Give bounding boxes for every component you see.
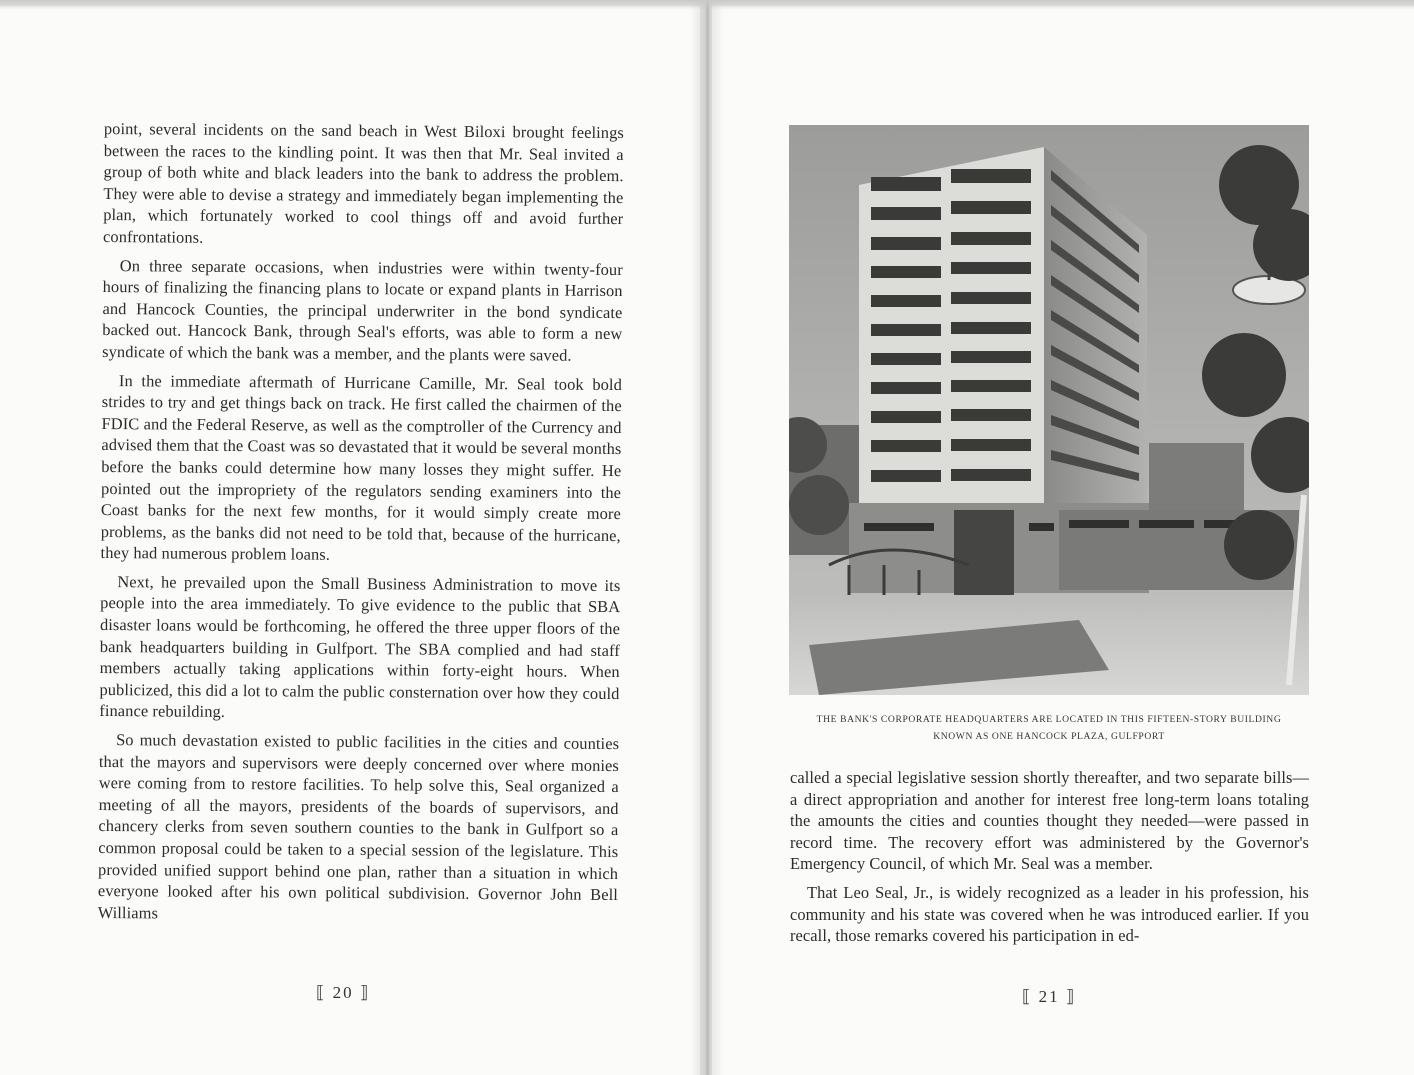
scan-edge [0, 0, 1414, 10]
paragraph: That Leo Seal, Jr., is widely recognized as a leader in his profession, his community and his state was covered when he was introduced earlier. If you recall, those remarks covered his participation in ed- [790, 882, 1309, 946]
caption-line: KNOWN AS ONE HANCOCK PLAZA, GULFPORT [933, 731, 1165, 742]
building-photo-icon [789, 125, 1309, 695]
left-body-text [98, 118, 624, 934]
paragraph: called a special legislative session shortly thereafter, and two separate bills—a direct appropriation and another for interest free long-term loans totaling the amounts the cities and counties thought they needed—were passed in record time. The recovery effort was administered by the Governor's Emergency Council, of which Mr. Seal was a member. [790, 768, 1309, 874]
caption-line: THE BANK'S CORPORATE HEADQUARTERS ARE LOCATED IN THIS FIFTEEN-STORY BUILDING [816, 714, 1282, 725]
book-gutter [690, 0, 724, 1075]
paragraph: So much devastation existed to public facilities in the cities and counties that the mayors and supervisors were deeply concerned over where monies were coming from to restore facilities. To help solve this, Seal organized a meeting of all the mayors, presidents of the boards of supervisors, and chancery clerks from seven southern counties to the bank in Gulfport so a common proposal could be taken to a special session of the legislature. This provided unified support behind one plan, rather than a situation in which everyone looked after his own political subdivision. Governor John Bell Williams [97, 730, 620, 923]
paragraph: point, several incidents on the sand beach in West Biloxi brought feelings between the races to the kindling point. It was then that Mr. Seal invited a group of both white and black leaders into the bank to address the problem. They were able to devise a strategy and immediately began implementing the plan, which fortunately worked to cool things off and avoid further confrontations. [102, 118, 624, 247]
page-number-right: ⟦ 21 ⟧ [1022, 987, 1077, 1006]
paragraph: In the immediate aftermath of Hurricane Camille, Mr. Seal took bold strides to try and get things back on track. He first called the chairmen of the FDIC and the Federal Reserve, as well as the comptroller of the Currency and advised them that the Coast was so devastated that it would be several months before the banks could determine how many losses they might suffer. He pointed out the impropriety of the regulators sending examiners into the Coast banks for the next few months, for it would simply create more problems, as the banks did not need to be told that, because of the hurricane, they had numerous problem loans. [100, 370, 623, 565]
photo-caption [788, 711, 1310, 745]
right-body-text [790, 767, 1309, 954]
paragraph: Next, he prevailed upon the Small Business Administration to move its people into the area immediately. To give evidence to the public that SBA disaster loans would be forthcoming, he offered the three upper floors of the bank headquarters building in Gulfport. The SBA complied and had staff members actually taking applications within forty-eight hours. When publicized, this did a lot to calm the public consternation over how they could finance rebuilding. [99, 571, 621, 722]
page-number-left: ⟦ 20 ⟧ [316, 983, 371, 1002]
paragraph: On three separate occasions, when industries were within twenty-four hours of finalizing the financing plans to locate or expand plants in Harrison and Hancock Counties, the principal underwriter in the bond syndicate backed out. Hancock Bank, through Seal's efforts, was able to form a new syndicate of which the bank was a member, and the plants were saved. [102, 255, 623, 365]
